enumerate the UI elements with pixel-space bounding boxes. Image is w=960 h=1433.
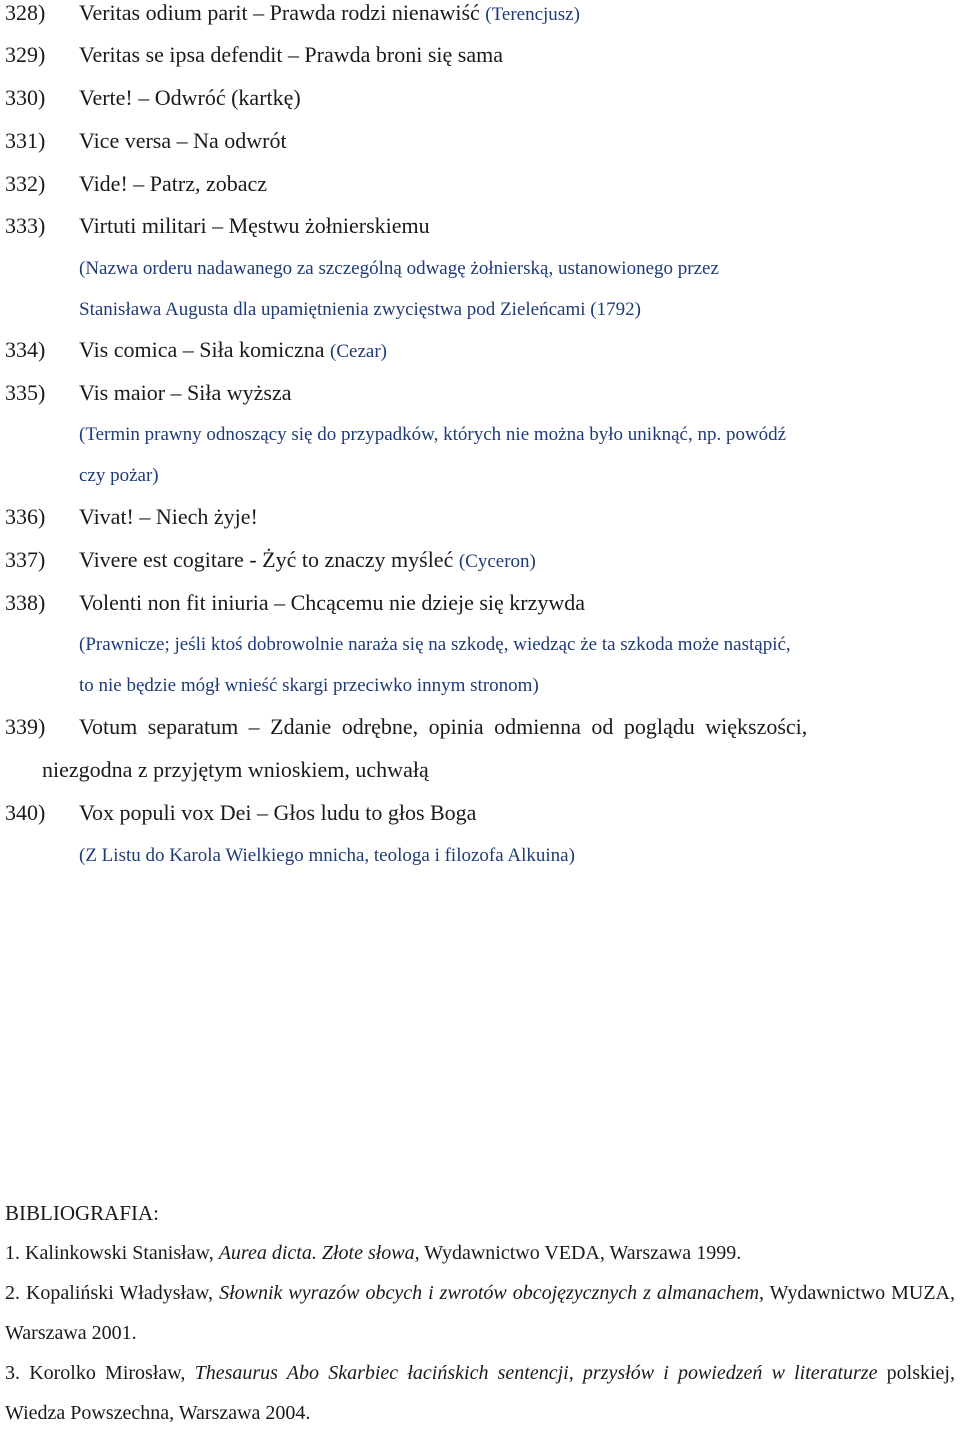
entry-text: Vis maior – Siła wyższa <box>79 380 292 405</box>
bibliography-heading: BIBLIOGRAFIA: <box>5 1201 160 1225</box>
entry-number: 338) <box>5 590 46 615</box>
entry-text: Verte! – Odwróć (kartkę) <box>79 85 301 110</box>
entry-number: 340) <box>5 800 46 825</box>
explanation-line: czy pożar) <box>79 465 159 486</box>
entry-text: Vis comica – Siła komiczna <box>79 337 325 362</box>
bib-author: 3. Korolko Mirosław, <box>5 1362 195 1384</box>
bib-title: Aurea dicta. Złote słowa, <box>218 1242 420 1264</box>
entry-note: (Terencjusz) <box>485 4 580 25</box>
entry-text: Vice versa – Na odwrót <box>79 128 287 153</box>
entry-note: (Cezar) <box>330 341 387 362</box>
entry-text: Vide! – Patrz, zobacz <box>79 171 268 196</box>
entry-explanation <box>79 624 955 706</box>
explanation-line: to nie będzie mógł wnieść skargi przeciwko innym stronom) <box>79 675 539 696</box>
entry-text-continued: niezgodna z przyjętym wnioskiem, uchwałą <box>42 757 429 782</box>
entry-explanation <box>79 414 955 496</box>
entry-number: 339) <box>5 714 46 739</box>
entry-text: Veritas se ipsa defendit – Prawda broni się sama <box>79 42 503 67</box>
bib-title: Thesaurus Abo Skarbiec łacińskich sentencji, przysłów i powiedzeń w literaturze <box>194 1362 878 1384</box>
entry-text: Volenti non fit iniuria – Chcącemu nie dzieje się krzywda <box>79 590 586 615</box>
bib-title: Słownik wyrazów obcych i zwrotów obcojęzycznych z almanachem, <box>219 1282 765 1304</box>
entry-number: 333) <box>5 213 46 238</box>
entry-number: 337) <box>5 547 46 572</box>
explanation-line: (Nazwa orderu nadawanego za szczególną odwagę żołnierską, ustanowionego przez <box>79 258 719 279</box>
bib-publisher: Wydawnictwo VEDA, Warszawa 1999. <box>419 1242 742 1264</box>
entry-note: (Cyceron) <box>458 551 536 572</box>
bibliography-item <box>5 1353 955 1433</box>
bib-author: 1. Kalinkowski Stanisław, <box>5 1242 219 1264</box>
entry-text: Vivat! – Niech żyje! <box>79 504 258 529</box>
explanation-line: (Prawnicze; jeśli ktoś dobrowolnie naraża się na szkodę, wiedząc że ta szkoda może nastąpić, <box>79 634 791 655</box>
entry-number: 331) <box>5 128 46 153</box>
entry-text: Veritas odium parit – Prawda rodzi nienawiść <box>79 0 480 25</box>
explanation-line: (Termin prawny odnoszący się do przypadków, których nie można było uniknąć, np. powódź <box>79 424 787 445</box>
bib-publisher: Wydawnictwo MUZA, Warszawa 2001. <box>5 1282 955 1344</box>
entry-explanation <box>79 835 955 876</box>
entry-explanation <box>79 248 955 330</box>
bibliography-item <box>5 1273 955 1353</box>
bib-publisher: polskiej, Wiedza Powszechna, Warszawa 2004. <box>5 1362 955 1424</box>
list-item <box>5 705 955 791</box>
explanation-line: Stanisława Augusta dla upamiętnienia zwycięstwa pod Zieleńcami (1792) <box>79 299 641 320</box>
entry-number: 334) <box>5 337 46 362</box>
entry-number: 328) <box>5 0 46 25</box>
entry-number: 335) <box>5 380 46 405</box>
bib-author: 2. Kopaliński Władysław, <box>5 1282 220 1304</box>
entry-number: 332) <box>5 171 46 196</box>
entry-text: Vivere est cogitare - Żyć to znaczy myśleć <box>79 547 454 572</box>
entry-number: 330) <box>5 85 46 110</box>
explanation-line: (Z Listu do Karola Wielkiego mnicha, teologa i filozofa Alkuina) <box>79 845 575 866</box>
entry-number: 336) <box>5 504 46 529</box>
entry-text: Virtuti militari – Męstwu żołnierskiemu <box>79 213 430 238</box>
bibliography-item <box>5 1233 955 1273</box>
entry-number: 329) <box>5 42 46 67</box>
entry-text: Votum separatum – Zdanie odrębne, opinia odmienna od poglądu większości, <box>79 714 808 739</box>
entry-text: Vox populi vox Dei – Głos ludu to głos Boga <box>79 800 477 825</box>
